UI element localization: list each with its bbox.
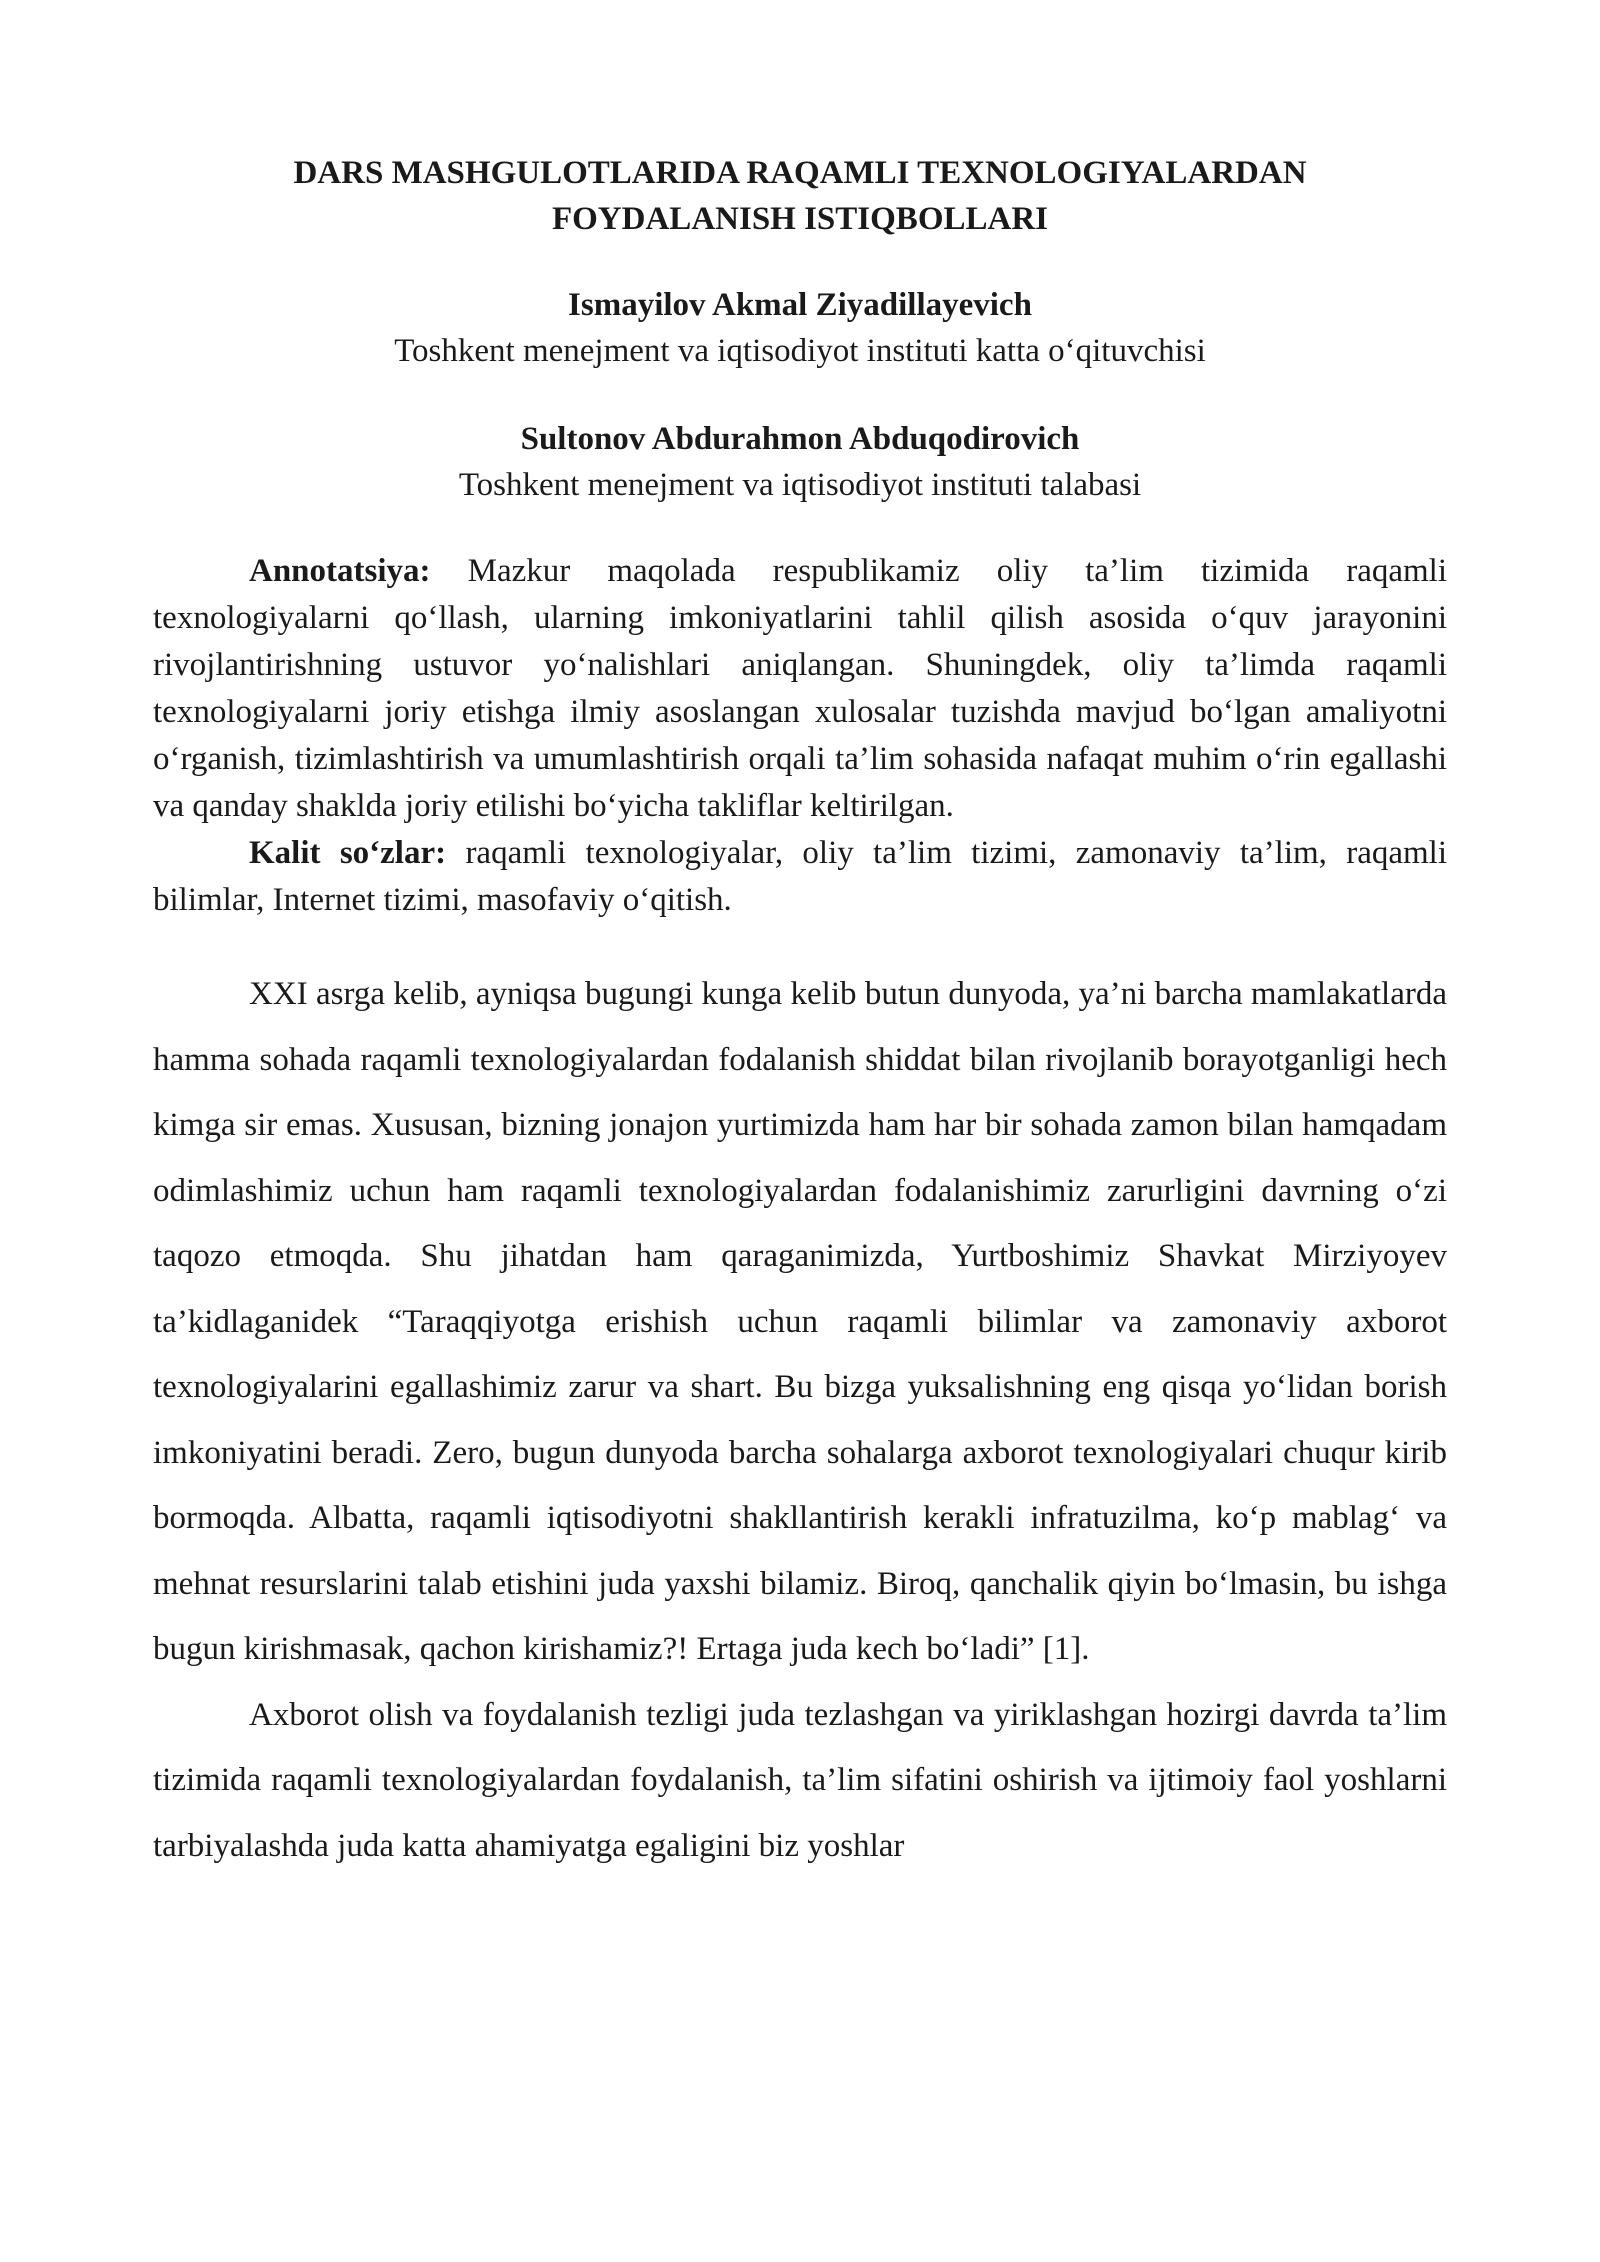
author-name: Sultonov Abdurahmon Abduqodirovich (520, 421, 1080, 457)
body-paragraph-1: XXI asrga kelib, ayniqsa bugungi kunga kelib butun dunyoda, ya’ni barcha mamlakatlarda hamma sohada raqamli texnologiyalardan fodalanish shiddat bilan rivojlanib borayotganligi hech kimga sir emas. Xususan, bizning jonajon yurtimizda ham har bir sohada zamon bilan hamqadam odimlashimiz uchun ham raqamli texnologiyalardan fodalanishimiz zarurligini davrning o‘zi taqozo etmoqda. Shu jihatdan ham qaraganimizda, Yurtboshimiz Shavkat Mirziyoyev ta’kidlaganidek “Taraqqiyotga erishish uchun raqamli bilimlar va zamonaviy axborot texnologiyalarini egallashimiz zarur va shart. Bu bizga yuksalishning eng qisqa yo‘lidan borish imkoniyatini beradi. Zero, bugun dunyoda barcha sohalarga axborot texnologiyalari chuqur kirib bormoqda. Albatta, raqamli iqtisodiyotni shakllantirish kerakli infratuzilma, ko‘p mablag‘ va mehnat resurslarini talab etishini juda yaxshi bilamiz. Biroq, qanchalik qiyin bo‘lmasin, bu ishga bugun kirishmasak, qachon kirishamiz?! Ertaga juda kech bo‘ladi” [1]. (153, 976, 1447, 1667)
keywords (153, 830, 1447, 924)
author-block-2 (153, 416, 1447, 508)
keywords-label: Kalit so‘zlar: (249, 835, 447, 871)
body-paragraph-2: Axborot olish va foydalanish tezligi juda tezlashgan va yiriklashgan hozirgi davrda ta’lim tizimida raqamli texnologiyalardan foydalanish, ta’lim sifatini oshirish va ijtimoiy faol yoshlarni tarbiyalashda juda katta ahamiyatga egaligini biz yoshlar (153, 1696, 1447, 1864)
paper-title-line-1: DARS MASHGULOTLARIDA RAQAMLI TEXNOLOGIYALARDAN (293, 155, 1307, 191)
author-affiliation: Toshkent menejment va iqtisodiyot instituti katta o‘qituvchisi (394, 333, 1206, 369)
author-affiliation: Toshkent menejment va iqtisodiyot instituti talabasi (458, 467, 1142, 503)
paper-title-line-2: FOYDALANISH ISTIQBOLLARI (551, 201, 1049, 237)
document-page (153, 150, 1447, 1879)
abstract-label: Annotatsiya: (249, 553, 431, 589)
abstract (153, 548, 1447, 830)
abstract-text: Mazkur maqolada respublikamiz oliy ta’lim tizimida raqamli texnologiyalarni qo‘llash, ularning imkoniyatlarini tahlil qilish asosida o‘quv jarayonini rivojlantirishning ustuvor yo‘nalishlari aniqlangan. Shuningdek, oliy ta’limda raqamli texnologiyalarni joriy etishga ilmiy asoslangan xulosalar tuzishda mavjud bo‘lgan amaliyotni o‘rganish, tizimlashtirish va umumlashtirish orqali ta’lim sohasida nafaqat muhim o‘rin egallashi va qanday shaklda joriy etilishi bo‘yicha takliflar keltirilgan. (153, 553, 1447, 824)
keywords-text: raqamli texnologiyalar, oliy ta’lim tizimi, zamonaviy ta’lim, raqamli bilimlar, Internet tizimi, masofaviy o‘qitish. (153, 835, 1448, 918)
paper-title (153, 150, 1447, 242)
author-name: Ismayilov Akmal Ziyadillayevich (568, 287, 1032, 323)
author-block-1 (153, 282, 1447, 374)
